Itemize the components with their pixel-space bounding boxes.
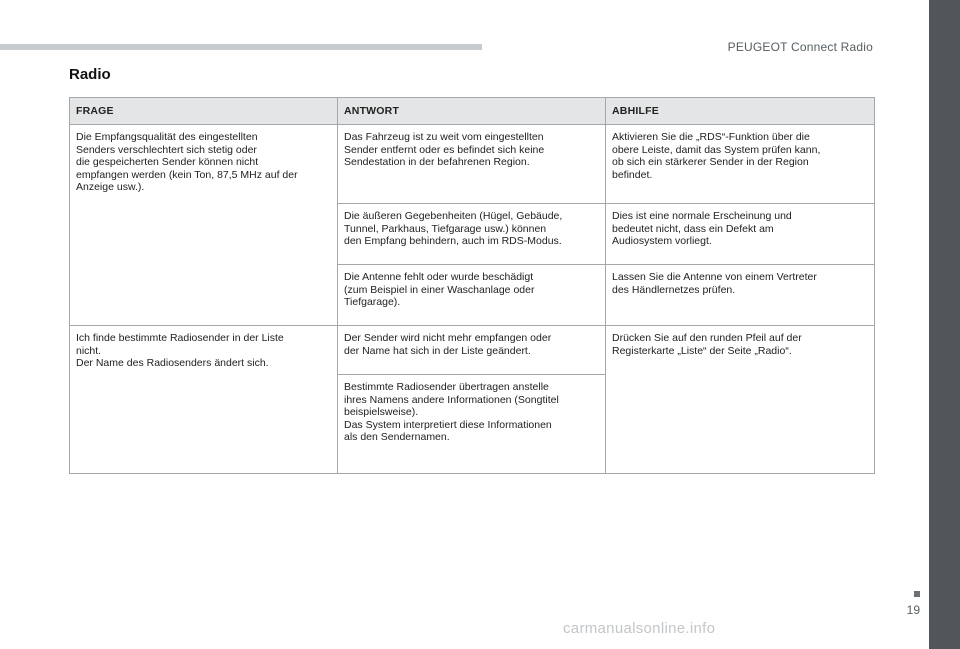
answer-cell: Das Fahrzeug ist zu weit vom eingestellten Sender entfernt oder es befindet sich keine Sendestation in der befahrenen Region. [338, 125, 606, 204]
watermark: carmanualsonline.info [563, 620, 716, 637]
header-title: PEUGEOT Connect Radio [727, 40, 873, 54]
troubleshooting-table [69, 97, 875, 474]
table-row [70, 125, 875, 204]
side-strip [929, 0, 960, 649]
column-header-antwort: ANTWORT [338, 98, 606, 125]
header-rule [0, 44, 482, 50]
answer-cell: Die äußeren Gegebenheiten (Hügel, Gebäude, Tunnel, Parkhaus, Tiefgarage usw.) können den Empfang behindern, auch im RDS-Modus. [338, 204, 606, 265]
column-header-abhilfe: ABHILFE [606, 98, 875, 125]
question-cell: Ich finde bestimmte Radiosender in der Liste nicht. Der Name des Radiosenders ändert sich. [70, 326, 338, 474]
table-header-row [70, 98, 875, 125]
page-heading: Radio [69, 66, 111, 83]
answer-cell: Bestimmte Radiosender übertragen anstelle ihres Namens andere Informationen (Songtitel beispielsweise). Das System interpretiert diese Informationen als den Sendernamen. [338, 375, 606, 474]
table-row [70, 326, 875, 375]
remedy-cell: Drücken Sie auf den runden Pfeil auf der Registerkarte „Liste“ der Seite „Radio“. [606, 326, 875, 474]
answer-cell: Die Antenne fehlt oder wurde beschädigt (zum Beispiel in einer Waschanlage oder Tiefgarage). [338, 265, 606, 326]
remedy-cell: Aktivieren Sie die „RDS“-Funktion über die obere Leiste, damit das System prüfen kann, ob sich ein stärkerer Sender in der Region befindet. [606, 125, 875, 204]
remedy-cell: Lassen Sie die Antenne von einem Vertreter des Händlernetzes prüfen. [606, 265, 875, 326]
corner-mark [914, 591, 920, 597]
answer-cell: Der Sender wird nicht mehr empfangen oder der Name hat sich in der Liste geändert. [338, 326, 606, 375]
remedy-cell: Dies ist eine normale Erscheinung und bedeutet nicht, dass ein Defekt am Audiosystem vorliegt. [606, 204, 875, 265]
page-number: 19 [906, 603, 920, 617]
column-header-frage: FRAGE [70, 98, 338, 125]
question-cell: Die Empfangsqualität des eingestellten Senders verschlechtert sich stetig oder die gespeicherten Sender können nicht empfangen werden (kein Ton, 87,5 MHz auf der Anzeige usw.). [70, 125, 338, 326]
